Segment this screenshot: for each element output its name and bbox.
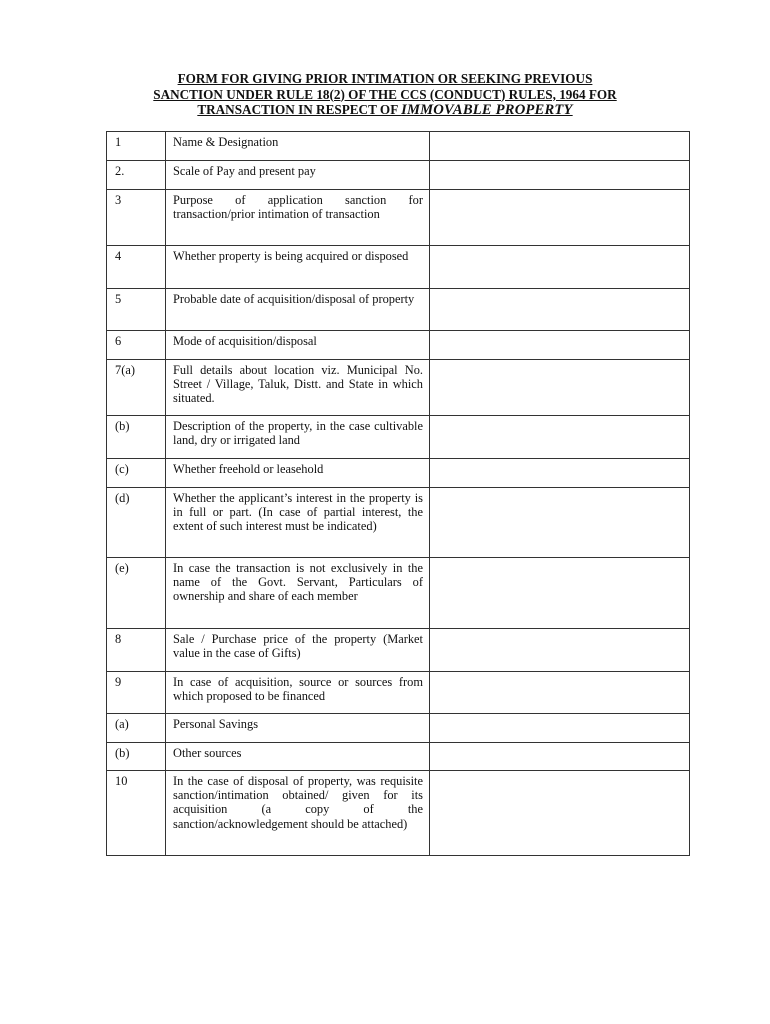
row-label-text: Personal Savings [173, 717, 259, 731]
row-number: 4 [107, 246, 166, 289]
table-row [107, 416, 690, 459]
title-line-2: SANCTION UNDER RULE 18(2) OF THE CCS (CONDUCT) RULES, 1964 FOR [153, 86, 617, 102]
table-row [107, 360, 690, 416]
row-number: 9 [107, 672, 166, 714]
answer-field[interactable] [430, 331, 690, 360]
row-label [166, 360, 430, 416]
row-label-text: In the case of disposal of property, was requisite sanction/intimation obtained/ given for its acquisition (a copy of the sanction/acknowledgement should be attached) [173, 774, 423, 831]
answer-field[interactable] [430, 246, 690, 289]
table-row [107, 132, 690, 161]
row-number: (a) [107, 714, 166, 743]
row-label [166, 558, 430, 629]
row-number: 7(a) [107, 360, 166, 416]
row-label-text: Description of the property, in the case cultivable land, dry or irrigated land [173, 419, 423, 448]
table-row [107, 771, 690, 856]
title-line-1: FORM FOR GIVING PRIOR INTIMATION OR SEEKING PREVIOUS [177, 71, 593, 86]
table-row [107, 629, 690, 672]
row-number: (b) [107, 743, 166, 771]
row-label [166, 672, 430, 714]
row-number: (d) [107, 488, 166, 558]
answer-field[interactable] [430, 743, 690, 771]
answer-field[interactable] [430, 488, 690, 558]
row-number: (c) [107, 459, 166, 488]
title-emphasis: IMMOVABLE PROPERTY [401, 102, 573, 118]
row-label-text: Whether the applicant’s interest in the property is in full or part. (In case of partial interest, the extent of such interest must be indicated) [173, 491, 423, 534]
row-label-text: Purpose of application sanction for transaction/prior intimation of transaction [173, 193, 423, 222]
row-label [166, 416, 430, 459]
row-label [166, 488, 430, 558]
row-label-text: In case of acquisition, source or sources from which proposed to be financed [173, 675, 423, 704]
answer-field[interactable] [430, 629, 690, 672]
row-number: 2. [107, 161, 166, 190]
answer-field[interactable] [430, 459, 690, 488]
row-label-text: Whether property is being acquired or disposed [173, 249, 409, 263]
answer-field[interactable] [430, 289, 690, 331]
form-table [106, 131, 690, 856]
answer-field[interactable] [430, 672, 690, 714]
title-line-3-prefix: TRANSACTION IN RESPECT OF [197, 102, 402, 117]
row-number: 8 [107, 629, 166, 672]
answer-field[interactable] [430, 771, 690, 856]
row-label-text: Probable date of acquisition/disposal of property [173, 292, 415, 306]
row-label [166, 629, 430, 672]
answer-field[interactable] [430, 190, 690, 246]
table-row [107, 161, 690, 190]
table-row [107, 459, 690, 488]
row-number: 5 [107, 289, 166, 331]
row-label-text: In case the transaction is not exclusively in the name of the Govt. Servant, Particulars of ownership and share of each member [173, 561, 423, 604]
answer-field[interactable] [430, 132, 690, 161]
form-title [100, 71, 670, 119]
row-label [166, 161, 430, 190]
table-row [107, 714, 690, 743]
row-label-text: Sale / Purchase price of the property (Market value in the case of Gifts) [173, 632, 423, 661]
row-label-text: Other sources [173, 746, 242, 760]
table-row [107, 246, 690, 289]
row-number: 1 [107, 132, 166, 161]
table-row [107, 190, 690, 246]
row-label-text: Name & Designation [173, 135, 279, 149]
table-row [107, 331, 690, 360]
table-row [107, 743, 690, 771]
answer-field[interactable] [430, 714, 690, 743]
title-line-3 [100, 102, 670, 119]
row-label [166, 331, 430, 360]
answer-field[interactable] [430, 558, 690, 629]
row-number: 10 [107, 771, 166, 856]
answer-field[interactable] [430, 416, 690, 459]
table-row [107, 672, 690, 714]
row-label [166, 246, 430, 289]
row-label-text: Whether freehold or leasehold [173, 462, 324, 476]
answer-field[interactable] [430, 161, 690, 190]
row-label [166, 743, 430, 771]
row-number: 3 [107, 190, 166, 246]
row-number: 6 [107, 331, 166, 360]
row-label [166, 714, 430, 743]
row-label [166, 459, 430, 488]
row-number: (e) [107, 558, 166, 629]
table-row [107, 488, 690, 558]
row-label-text: Full details about location viz. Municipal No. Street / Village, Taluk, Distt. and State in which situated. [173, 363, 423, 406]
row-label [166, 289, 430, 331]
row-label [166, 132, 430, 161]
row-label [166, 771, 430, 856]
row-label-text: Scale of Pay and present pay [173, 164, 316, 178]
row-number: (b) [107, 416, 166, 459]
table-row [107, 289, 690, 331]
answer-field[interactable] [430, 360, 690, 416]
row-label [166, 190, 430, 246]
row-label-text: Mode of acquisition/disposal [173, 334, 317, 348]
table-row [107, 558, 690, 629]
